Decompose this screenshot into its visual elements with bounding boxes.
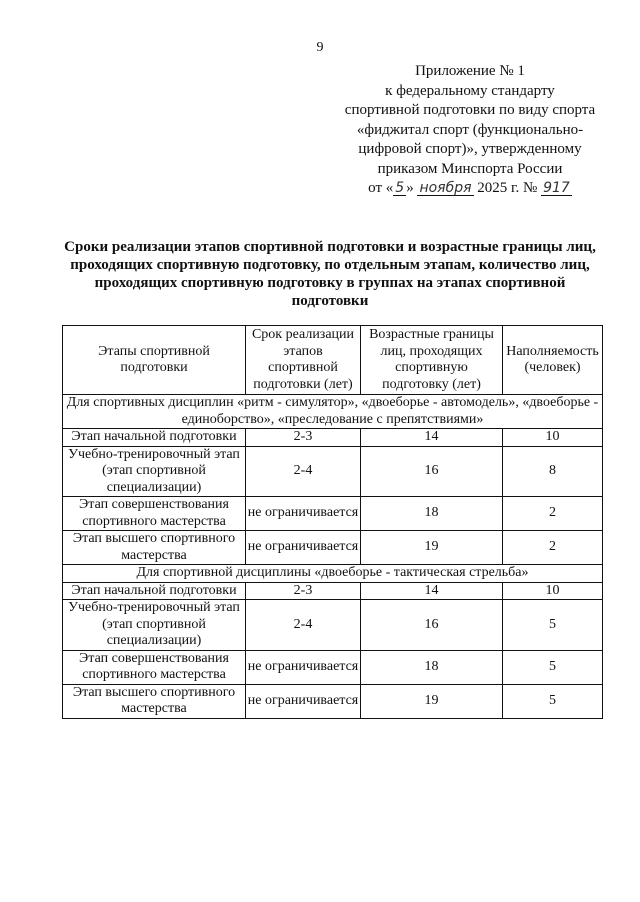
handwritten-day: 5 bbox=[395, 180, 405, 196]
table-header-row bbox=[63, 326, 603, 395]
group-heading: Для спортивных дисциплин «ритм - симулятор», «двоеборье - автомодель», «двоеборье - единоборство», «преследование с препятствиями» bbox=[63, 395, 603, 429]
header-fill: Наполняемость (человек) bbox=[503, 326, 603, 395]
stages-table bbox=[62, 325, 603, 719]
table-row bbox=[63, 429, 603, 447]
appendix-line: Приложение № 1 bbox=[415, 63, 525, 79]
table-row bbox=[63, 582, 603, 600]
date-prefix: от « bbox=[368, 180, 394, 196]
header-stages: Этапы спортивной подготовки bbox=[63, 326, 246, 395]
handwritten-month: ноября bbox=[419, 180, 472, 196]
cell-term: 2-3 bbox=[246, 582, 361, 600]
cell-age: 19 bbox=[361, 684, 503, 718]
cell-fill: 10 bbox=[503, 429, 603, 447]
cell-fill: 8 bbox=[503, 446, 603, 497]
group-heading-row bbox=[63, 395, 603, 429]
cell-term: 2-4 bbox=[246, 600, 361, 651]
cell-fill: 10 bbox=[503, 582, 603, 600]
group-heading-row bbox=[63, 565, 603, 583]
cell-stage: Этап совершенствования спортивного мастерства bbox=[63, 650, 246, 684]
date-separator: » bbox=[406, 180, 414, 196]
table-row bbox=[63, 600, 603, 651]
cell-stage: Этап начальной подготовки bbox=[63, 582, 246, 600]
cell-fill: 2 bbox=[503, 531, 603, 565]
page-number: 9 bbox=[316, 40, 324, 55]
cell-stage: Учебно-тренировочный этап (этап спортивной специализации) bbox=[63, 446, 246, 497]
cell-term: не ограничивается bbox=[246, 531, 361, 565]
cell-age: 14 bbox=[361, 582, 503, 600]
table-body bbox=[63, 326, 603, 719]
cell-fill: 5 bbox=[503, 684, 603, 718]
appendix-line: спортивной подготовки по виду спорта bbox=[344, 102, 596, 118]
group-heading: Для спортивной дисциплины «двоеборье - тактическая стрельба» bbox=[63, 565, 603, 583]
date-year: 2025 г. № bbox=[477, 180, 538, 196]
order-date-line bbox=[340, 179, 600, 199]
cell-fill: 2 bbox=[503, 497, 603, 531]
cell-term: не ограничивается bbox=[246, 497, 361, 531]
cell-stage: Учебно-тренировочный этап (этап спортивной специализации) bbox=[63, 600, 246, 651]
cell-age: 19 bbox=[361, 531, 503, 565]
cell-term: 2-4 bbox=[246, 446, 361, 497]
cell-term: не ограничивается bbox=[246, 684, 361, 718]
cell-age: 18 bbox=[361, 650, 503, 684]
table-row bbox=[63, 684, 603, 718]
appendix-line: приказом Минспорта России bbox=[377, 160, 563, 177]
header-term: Срок реализации этапов спортивной подготовки (лет) bbox=[246, 326, 361, 395]
header-age: Возрастные границы лиц, проходящих спортивную подготовку (лет) bbox=[361, 326, 503, 395]
table-row bbox=[63, 650, 603, 684]
cell-stage: Этап совершенствования спортивного мастерства bbox=[63, 497, 246, 531]
cell-stage: Этап высшего спортивного мастерства bbox=[63, 531, 246, 565]
table-row bbox=[63, 531, 603, 565]
cell-age: 16 bbox=[361, 600, 503, 651]
cell-fill: 5 bbox=[503, 600, 603, 651]
appendix-block bbox=[340, 62, 600, 199]
cell-age: 14 bbox=[361, 429, 503, 447]
cell-term: 2-3 bbox=[246, 429, 361, 447]
table-row bbox=[63, 497, 603, 531]
appendix-line: к федеральному стандарту bbox=[385, 82, 555, 99]
table-row bbox=[63, 446, 603, 497]
cell-fill: 5 bbox=[503, 650, 603, 684]
document-title: Сроки реализации этапов спортивной подготовки и возрастные границы лиц, проходящих спортивную подготовку, по отдельным этапам, количество лиц, проходящих спортивную подготовку в группах на этапах спортивной подготовки bbox=[64, 239, 596, 309]
appendix-line: «фиджитал спорт (функционально- bbox=[356, 121, 584, 138]
cell-term: не ограничивается bbox=[246, 650, 361, 684]
cell-age: 16 bbox=[361, 446, 503, 497]
appendix-line: цифровой спорт)», утвержденному bbox=[358, 141, 582, 157]
handwritten-order-number: 917 bbox=[543, 180, 570, 196]
cell-stage: Этап начальной подготовки bbox=[63, 429, 246, 447]
cell-age: 18 bbox=[361, 497, 503, 531]
cell-stage: Этап высшего спортивного мастерства bbox=[63, 684, 246, 718]
